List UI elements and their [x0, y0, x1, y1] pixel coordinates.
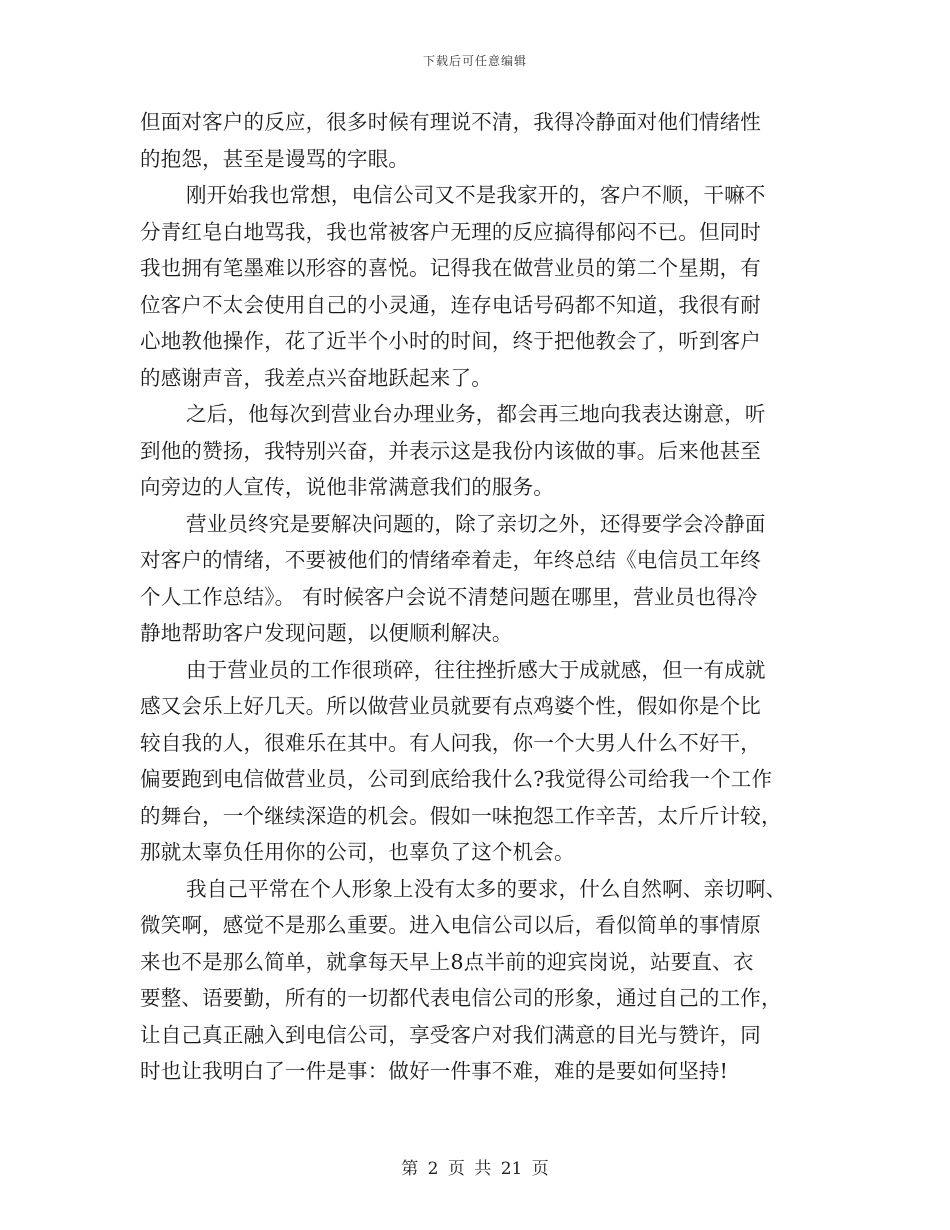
- text-line: 心地教他操作，花了近半个小时的时间，终于把他教会了，听到客户: [140, 329, 761, 353]
- text-line: 个人工作总结》。 有时候客户会说不清楚问题在哪里，营业员也得冷: [140, 584, 758, 609]
- text-line: 刚开始我也常想，电信公司又不是我家开的，客户不顺，干嘛不: [186, 183, 766, 207]
- text-line: 让自己真正融入到电信公司，享受客户对我们满意的目光与赞许，同: [140, 1022, 761, 1047]
- text-line: 要整、语要勤，所有的一切都代表电信公司的形象，通过自己的工作，: [140, 986, 782, 1010]
- text-line: 感又会乐上好几天。所以做营业员就要有点鸡婆个性，假如你是个比: [140, 694, 761, 718]
- text-line: 的感谢声音，我差点兴奋地跃起来了。: [140, 365, 492, 390]
- text-line: 静地帮助客户发现问题，以便顺利解决。: [140, 621, 513, 645]
- document-body: [140, 104, 812, 1090]
- page-header: 下载后可任意编辑: [422, 54, 527, 68]
- text-line: 微笑啊，感觉不是那么重要。进入电信公司以后，看似简单的事情原: [140, 913, 761, 937]
- text-line: 我自己平常在个人形象上没有太多的要求，什么自然啊、亲切啊、: [186, 876, 787, 901]
- text-line: 的舞台，一个继续深造的机会。假如一味抱怨工作辛苦，太斤斤计较，: [140, 803, 782, 828]
- text-line: 我也拥有笔墨难以形容的喜悦。记得我在做营业员的第二个星期，有: [140, 256, 761, 280]
- text-line: 到他的赞扬，我特别兴奋，并表示这是我份内该做的事。后来他甚至: [140, 438, 761, 463]
- text-line: 时也让我明白了一件是事：做好一件事不难，难的是要如何坚持!: [140, 1059, 729, 1083]
- text-line: 的抱怨，甚至是谩骂的字眼。: [140, 146, 410, 171]
- text-line: 那就太辜负任用你的公司，也辜负了这个机会。: [140, 840, 575, 864]
- page-number-footer: 第 2 页 共 21 页: [401, 1159, 549, 1179]
- text-line: 对客户的情绪，不要被他们的情绪牵着走，年终总结《电信员工年终: [140, 548, 761, 572]
- text-line: 偏要跑到电信做营业员，公司到底给我什么?我觉得公司给我一个工作: [140, 767, 773, 791]
- text-line: 但面对客户的反应，很多时候有理说不清，我得冷静面对他们情绪性: [140, 110, 761, 134]
- text-line: 较自我的人，很难乐在其中。有人问我，你一个大男人什么不好干，: [140, 730, 761, 755]
- text-line: 营业员终究是要解决问题的，除了亲切之外，还得要学会冷静面: [186, 511, 766, 536]
- text-line: 来也不是那么简单，就拿每天早上8点半前的迎宾岗说，站要直、衣: [140, 949, 754, 974]
- text-line: 分青红皂白地骂我，我也常被客户无理的反应搞得郁闷不已。但同时: [140, 219, 761, 244]
- text-line: 之后，他每次到营业台办理业务，都会再三地向我表达谢意，听: [186, 402, 766, 426]
- text-line: 位客户不太会使用自己的小灵通，连存电话号码都不知道，我很有耐: [140, 292, 761, 317]
- text-line: 向旁边的人宣传，说他非常满意我们的服务。: [140, 475, 554, 499]
- text-line: 由于营业员的工作很琐碎，往往挫折感大于成就感，但一有成就: [186, 657, 766, 682]
